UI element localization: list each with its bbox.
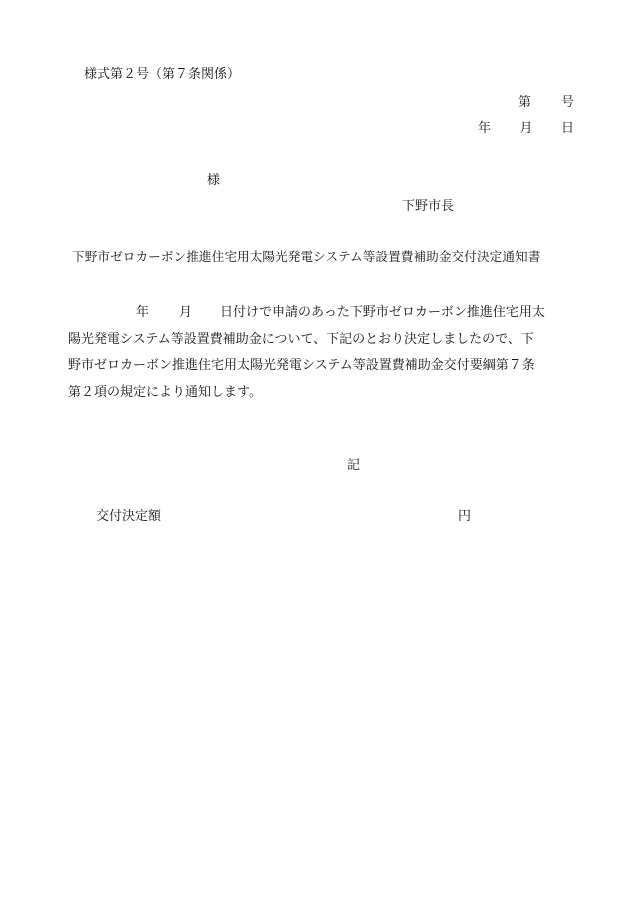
body-year: 年 <box>136 305 150 320</box>
body-line-3: 野市ゼロカーボン推進住宅用太陽光発電システム等設置費補助金交付要綱第７条 <box>68 358 535 373</box>
body-line-1-text: 日付けで申請のあった下野市ゼロカーボン推進住宅用太 <box>220 305 545 320</box>
date-month: 月 <box>519 121 533 136</box>
sender-name: 下野市長 <box>402 199 455 214</box>
amount-label: 交付決定額 <box>96 509 162 524</box>
document-number-line <box>518 96 574 109</box>
body-paragraph <box>68 300 573 406</box>
form-number: 様式第２号（第７条関係） <box>84 67 241 82</box>
body-line-1 <box>68 300 573 327</box>
amount-yen: 円 <box>458 509 472 524</box>
body-month: 月 <box>179 305 193 320</box>
body-line-2: 陽光発電システム等設置費補助金について、下記のとおり決定しましたので、下 <box>68 331 534 347</box>
ki-heading: 記 <box>347 458 361 473</box>
date-day: 日 <box>560 121 574 136</box>
number-dai: 第 <box>518 95 532 110</box>
date-year: 年 <box>478 121 492 136</box>
document-date-line <box>478 122 574 135</box>
document-title: 下野市ゼロカーボン推進住宅用太陽光発電システム等設置費補助金交付決定通知書 <box>72 249 541 264</box>
number-go: 号 <box>560 95 574 110</box>
addressee-sama: 様 <box>207 173 221 188</box>
body-line-4: 第２項の規定により通知します。 <box>68 384 262 400</box>
